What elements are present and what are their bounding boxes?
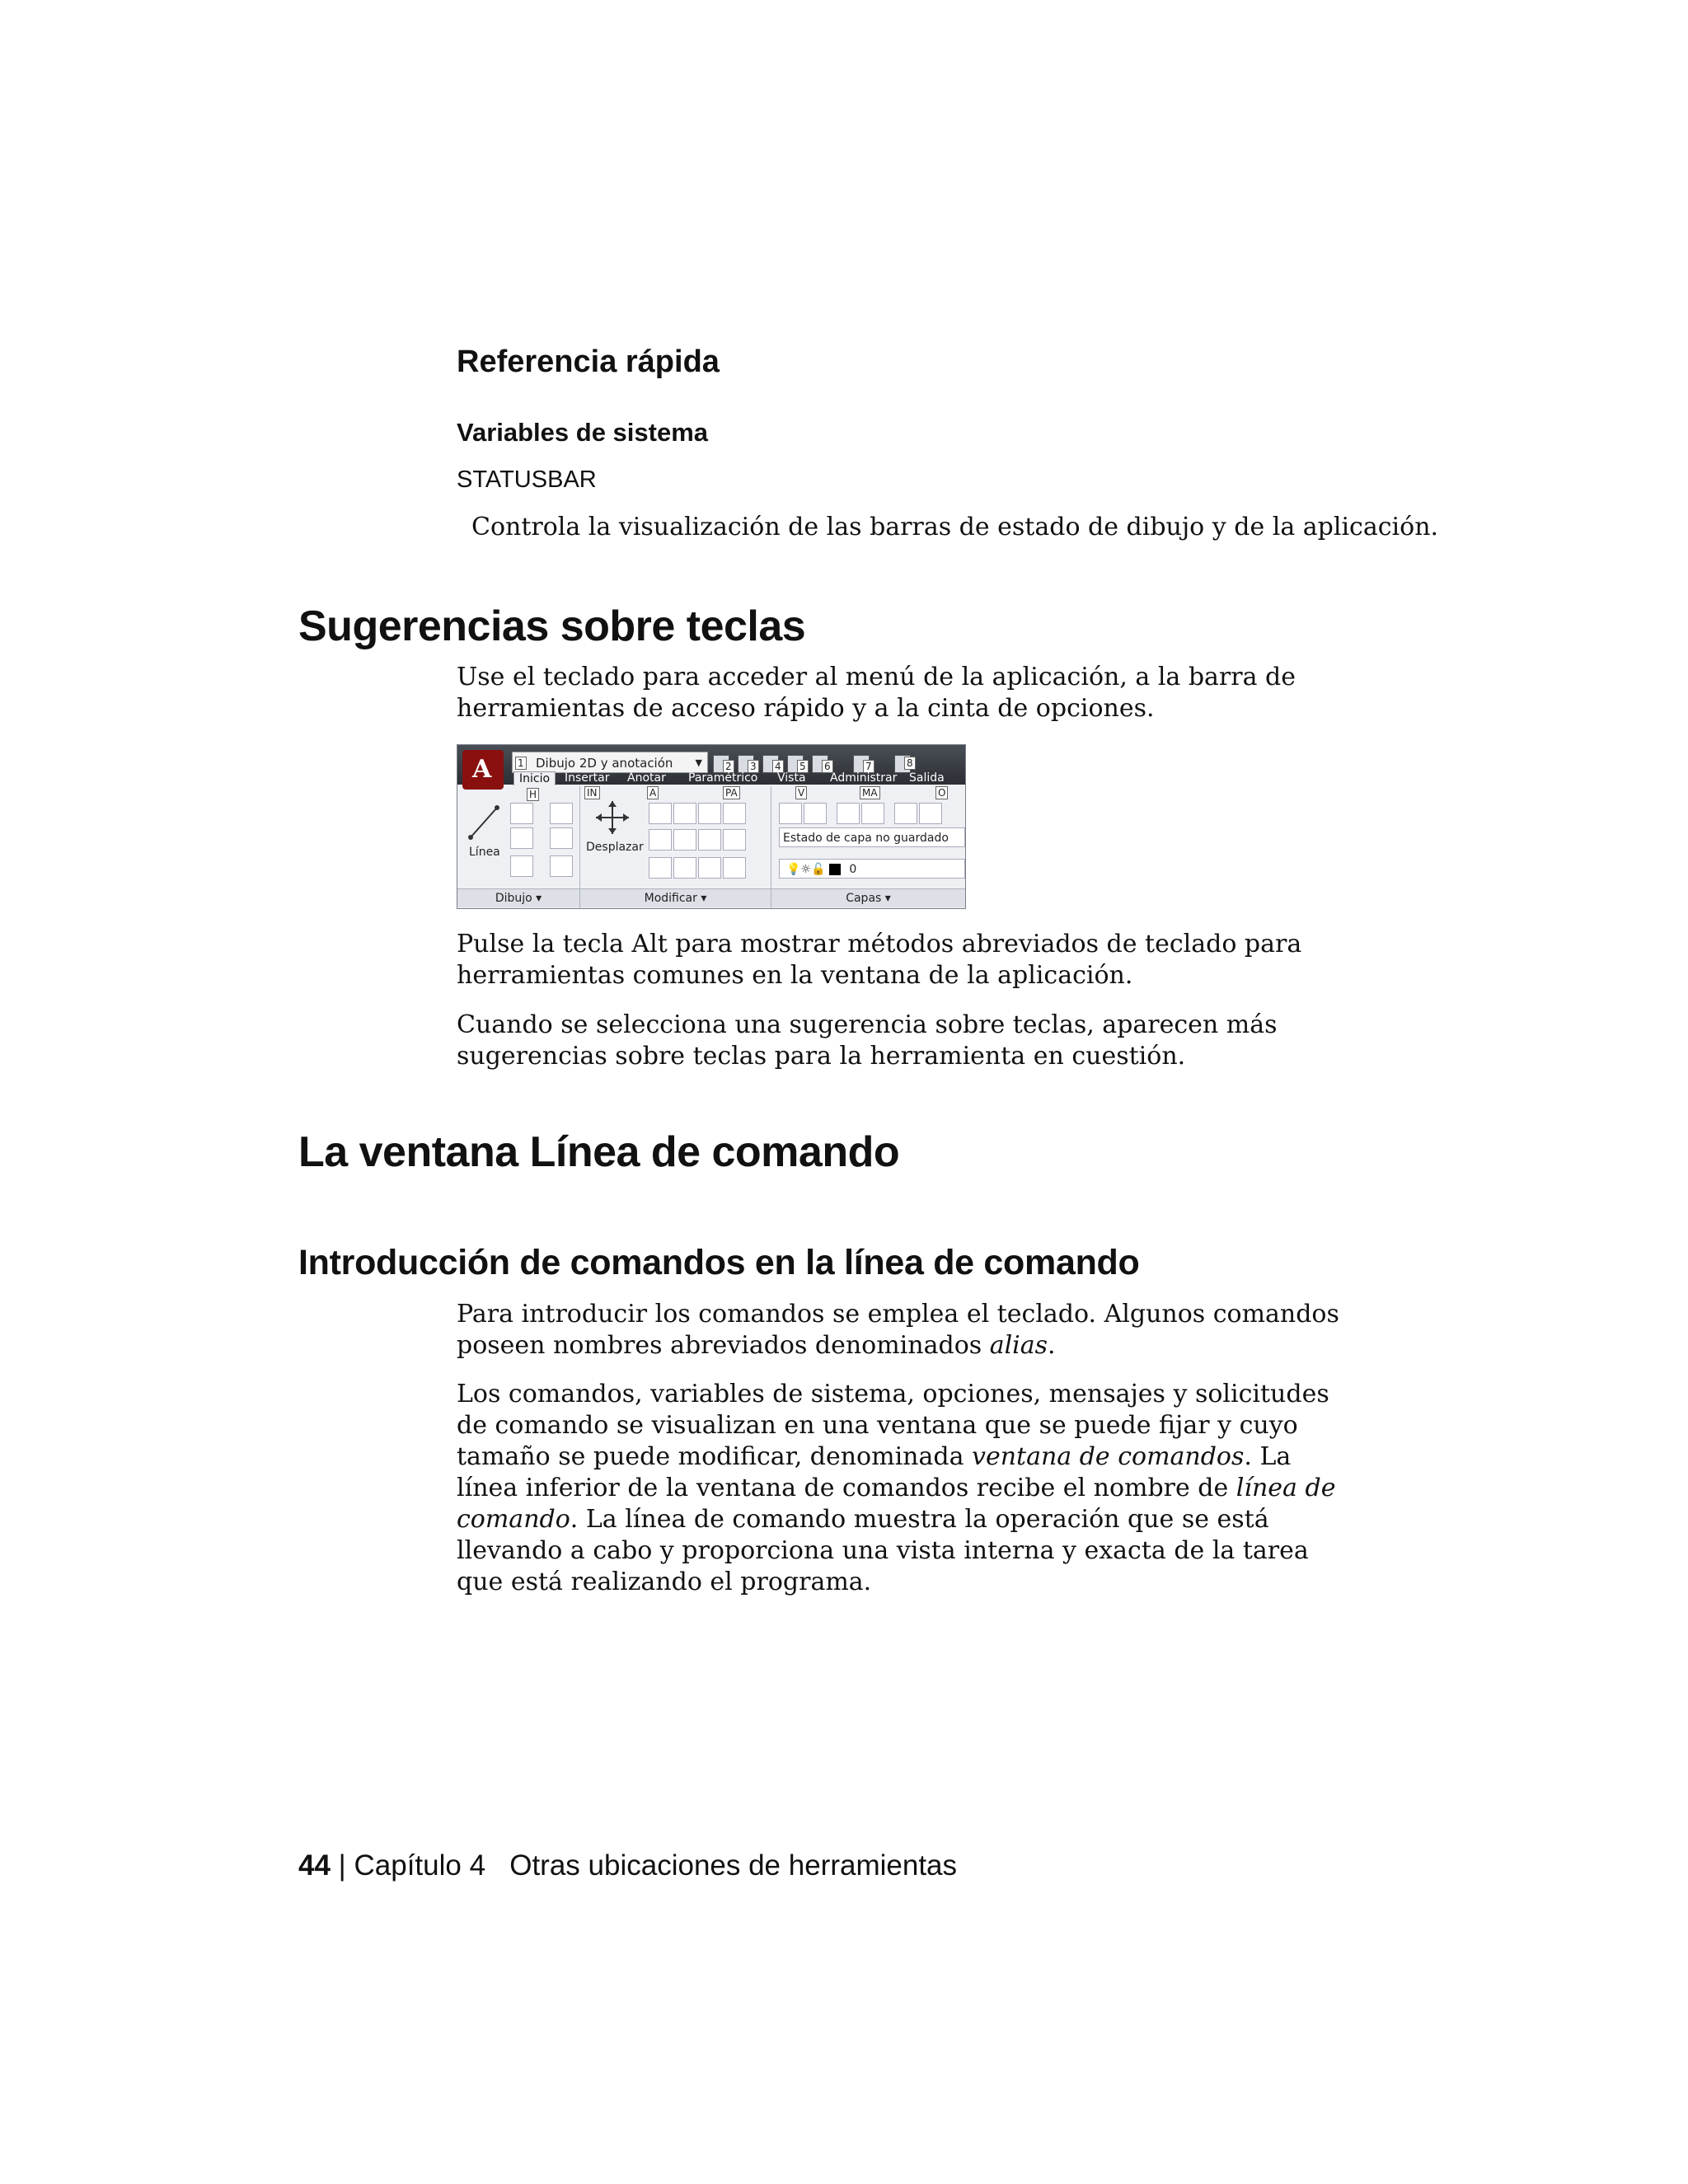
emphasis-alias: alias xyxy=(989,1331,1048,1360)
keytip-badge: 8 xyxy=(904,757,916,770)
scale-icon[interactable] xyxy=(698,857,721,879)
layer-isolate-icon[interactable] xyxy=(894,803,917,824)
text-run: Los comandos, variables de sistema, opciones, mensajes y solicitudes de comando se visualizan en una ventana que se puede fijar y cuyo tamaño se puede modificar, denominada xyxy=(457,1380,1329,1471)
page-footer xyxy=(298,1849,957,1882)
keytip-badge: MA xyxy=(860,786,880,799)
keytip-badge: 4 xyxy=(772,760,784,773)
keytips-paragraph-2 xyxy=(457,1010,1347,1072)
chapter-label: Capítulo 4 xyxy=(354,1849,486,1882)
keytip-badge: H xyxy=(527,788,539,801)
sysvar-name: STATUSBAR xyxy=(457,466,597,493)
bulb-icon: 💡☼🔓 xyxy=(786,863,826,876)
text-run: . xyxy=(1048,1331,1056,1360)
text-run: . La línea inferior de la ventana de comandos recibe el nombre de xyxy=(457,1442,1292,1502)
section-heading-command-window: La ventana Línea de comando xyxy=(298,1128,900,1176)
page-number: 44 xyxy=(298,1849,331,1882)
paragraph xyxy=(457,1379,1347,1598)
layer-freeze-icon[interactable] xyxy=(919,803,942,824)
tab-parametrico[interactable]: Paramétrico xyxy=(688,771,758,785)
offset-icon[interactable] xyxy=(673,829,696,851)
panel-title-modify[interactable]: Modificar ▾ xyxy=(580,888,771,907)
layer-properties-icon[interactable] xyxy=(779,803,802,824)
line-tool-label: Línea xyxy=(469,846,500,859)
text-run: . La línea de comando muestra la operación que se está llevando a cabo y proporciona una vista interna y exacta de la tarea que está realizando el programa. xyxy=(457,1505,1309,1596)
tab-insertar[interactable]: Insertar xyxy=(565,771,610,785)
fillet-icon[interactable] xyxy=(723,829,746,851)
paragraph: Pulse la tecla Alt para mostrar métodos abreviados de teclado para herramientas comunes en la ventana de la aplicación. xyxy=(457,930,1302,990)
tab-administrar[interactable]: Administrar xyxy=(830,771,898,785)
explode-icon[interactable] xyxy=(673,857,696,879)
paragraph: Use el teclado para acceder al menú de la aplicación, a la barra de herramientas de acceso rápido y a la cinta de opciones. xyxy=(457,663,1296,723)
ellipse-icon[interactable] xyxy=(510,855,533,877)
subsection-heading-command-entry: Introducción de comandos en la línea de comando xyxy=(298,1243,1140,1282)
erase-icon[interactable] xyxy=(649,857,672,879)
workspace-dropdown[interactable] xyxy=(512,752,708,773)
polyline-icon[interactable] xyxy=(510,803,533,824)
keytip-badge: 5 xyxy=(797,760,809,773)
chevron-down-icon: ▼ xyxy=(695,757,702,768)
rectangle-icon[interactable] xyxy=(550,827,573,849)
array-icon[interactable] xyxy=(649,829,672,851)
copy-icon[interactable] xyxy=(649,803,672,824)
emphasis-command-window: ventana de comandos xyxy=(972,1442,1245,1471)
footer-separator: | xyxy=(330,1849,354,1882)
keytip-badge: O xyxy=(935,786,948,799)
tab-salida[interactable]: Salida xyxy=(909,771,945,785)
layer-color-swatch xyxy=(829,864,841,875)
layer-state-dropdown[interactable]: Estado de capa no guardado xyxy=(779,827,965,847)
keytip-badge: A xyxy=(647,786,659,799)
autocad-logo-icon: A xyxy=(472,755,492,784)
panel-title-draw[interactable]: Dibujo ▾ xyxy=(457,888,579,907)
trim-icon[interactable] xyxy=(698,829,721,851)
layer-name: 0 xyxy=(849,863,857,876)
tab-anotar[interactable]: Anotar xyxy=(627,771,666,785)
sysvar-description: Controla la visualización de las barras de estado de dibujo y de la aplicación. xyxy=(471,513,1439,541)
layer-state-icon[interactable] xyxy=(804,803,827,824)
keytip-badge: 7 xyxy=(863,760,874,773)
workspace-label: Dibujo 2D y anotación xyxy=(536,756,673,771)
command-entry-paragraph-2 xyxy=(457,1379,1347,1598)
keytip-badge: 2 xyxy=(723,760,734,773)
emphasis-command-line: línea de comando xyxy=(457,1474,1336,1534)
circle-icon[interactable] xyxy=(510,827,533,849)
keytips-intro xyxy=(457,662,1347,724)
keytip-badge: 3 xyxy=(748,760,759,773)
rotate-icon[interactable] xyxy=(673,803,696,824)
line-tool-icon[interactable] xyxy=(467,804,500,841)
tab-vista[interactable]: Vista xyxy=(777,771,806,785)
paragraph xyxy=(457,1299,1347,1361)
move-tool-label: Desplazar xyxy=(586,841,644,854)
keytips-paragraph-1 xyxy=(457,929,1347,991)
text-run: Para introducir los comandos se emplea el teclado. Algunos comandos poseen nombres abreviados denominados xyxy=(457,1300,1339,1360)
command-entry-paragraph-1 xyxy=(457,1299,1347,1361)
keytip-badge: IN xyxy=(584,786,600,799)
section-heading-keytips: Sugerencias sobre teclas xyxy=(298,602,806,650)
tab-inicio[interactable]: Inicio xyxy=(513,771,556,785)
quick-reference-heading: Referencia rápida xyxy=(457,344,720,379)
paragraph: Cuando se selecciona una sugerencia sobre teclas, aparecen más sugerencias sobre teclas para la herramienta en cuestión. xyxy=(457,1010,1278,1071)
system-variables-heading: Variables de sistema xyxy=(457,418,709,447)
chapter-title: Otras ubicaciones de herramientas xyxy=(509,1849,958,1882)
stretch-icon[interactable] xyxy=(723,803,746,824)
panel-title-layers[interactable]: Capas ▾ xyxy=(771,888,965,907)
keytip-badge: PA xyxy=(723,786,740,799)
keytip-badge: 1 xyxy=(515,757,527,770)
keytip-badge: V xyxy=(795,786,807,799)
arc-icon[interactable] xyxy=(550,803,573,824)
layer-previous-icon[interactable] xyxy=(861,803,884,824)
hatch-icon[interactable] xyxy=(550,855,573,877)
application-menu-button[interactable] xyxy=(462,750,504,790)
keytip-badge: 6 xyxy=(822,760,833,773)
layer-match-icon[interactable] xyxy=(837,803,860,824)
move-icon[interactable] xyxy=(594,799,631,836)
mirror-icon[interactable] xyxy=(698,803,721,824)
ribbon-screenshot xyxy=(457,744,966,909)
layer-dropdown[interactable] xyxy=(779,859,965,879)
chamfer-icon[interactable] xyxy=(723,857,746,879)
